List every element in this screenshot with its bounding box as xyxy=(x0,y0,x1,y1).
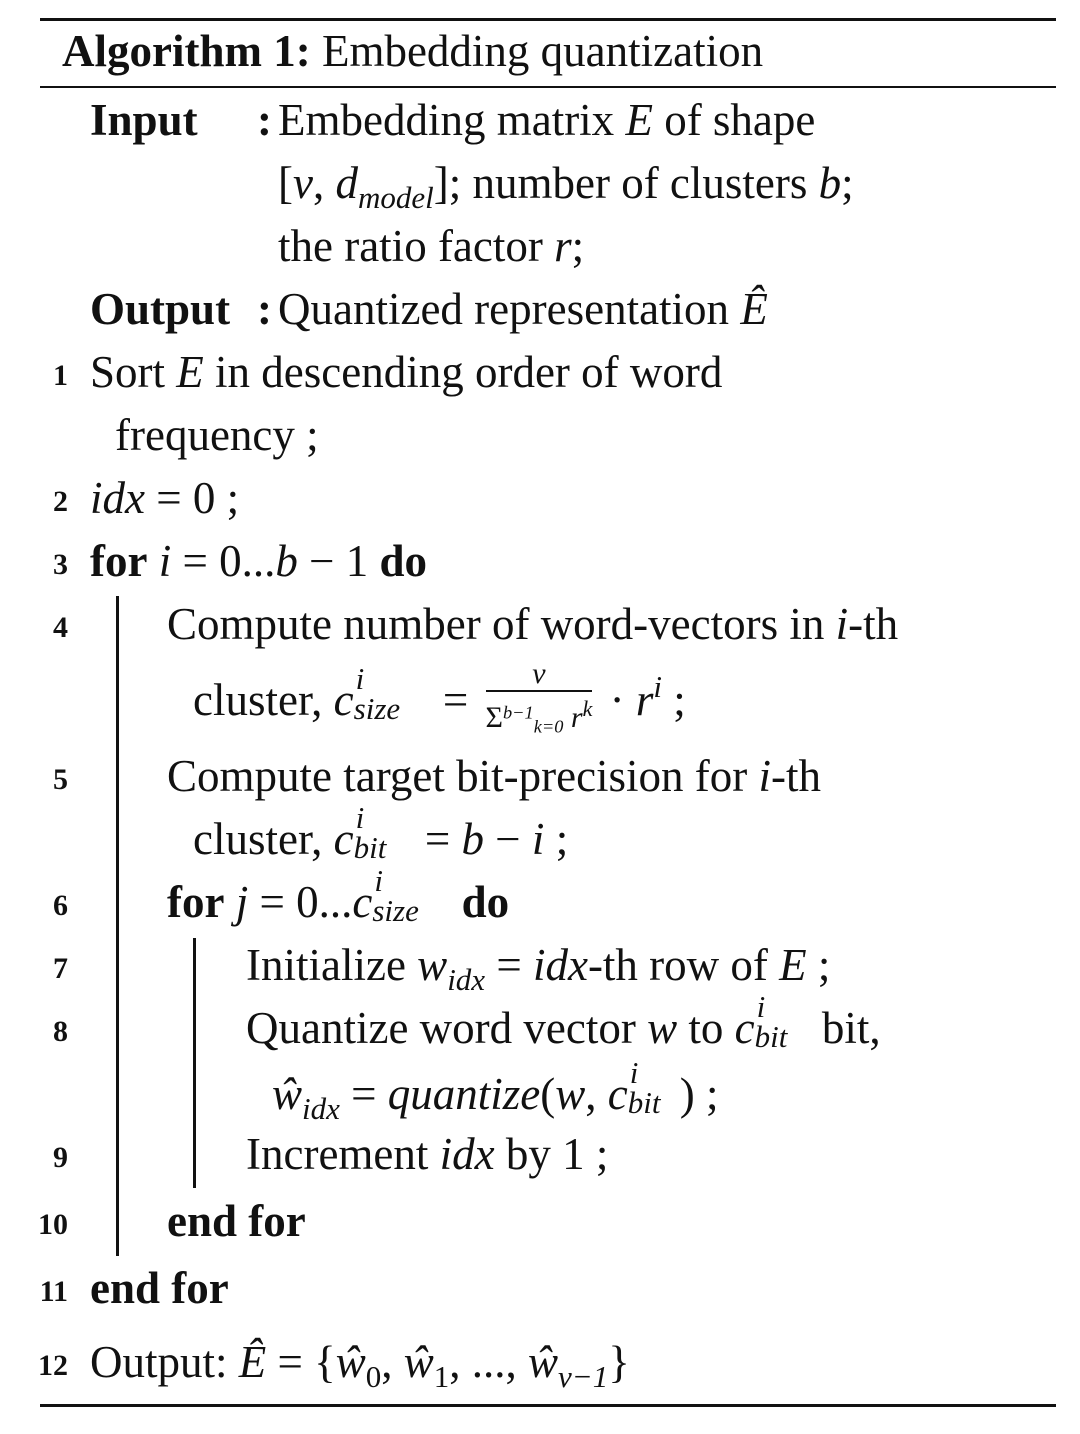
step-10: end for xyxy=(167,1196,306,1246)
step-12: Output: Ê = {$ŵ_0$, $ŵ_1$, ..., $ŵ_{v-1}$} xyxy=(90,1337,630,1394)
output-colon: : xyxy=(257,284,272,334)
step-5-line-1: Compute target bit-precision for i-th xyxy=(167,751,822,801)
step-4-line-2: cluster, c i size = $\frac{v}{\Sigma^{b-1}_{k=0} r^k}$ · $r^i$ ; xyxy=(193,659,686,747)
outer-for-block-line xyxy=(116,596,119,1256)
input-line-1: Embedding matrix E of shape xyxy=(278,95,816,145)
input-line-3: the ratio factor r; xyxy=(278,221,585,271)
step-7: Initialize $w_{idx} = idx-th$ row of E ; xyxy=(246,940,831,997)
fraction: $\frac{v}{\Sigma^{b-1}_{k=0} r^k}$ xyxy=(485,656,593,737)
step-11: end for xyxy=(90,1263,229,1313)
step-8-line-1: Quantize word vector w to c i bit bit, xyxy=(246,989,881,1054)
header-rule xyxy=(40,86,1056,88)
output-label: Output xyxy=(90,284,231,334)
step-6: for j = 0...c i size do xyxy=(167,863,510,928)
line-number-7: 7 xyxy=(53,952,68,985)
algorithm-name: Embedding quantization xyxy=(321,26,764,76)
line-number-8: 8 xyxy=(53,1015,68,1048)
line-number-5: 5 xyxy=(53,763,68,796)
line-number-4: 4 xyxy=(53,611,68,644)
line-number-12: 12 xyxy=(38,1349,68,1382)
input-label: Input xyxy=(90,95,198,145)
line-number-2: 2 xyxy=(53,485,68,518)
step-2: idx = 0 ; xyxy=(90,473,240,523)
bottom-rule xyxy=(40,1404,1056,1407)
step-3: for i = 0...b − 1 do xyxy=(90,536,428,586)
step-4-line-1: Compute number of word-vectors in i-th xyxy=(167,599,899,649)
step-1-line-1: Sort E in descending order of word xyxy=(90,347,723,397)
top-rule xyxy=(40,18,1056,21)
line-number-10: 10 xyxy=(38,1208,68,1241)
step-1-line-2: frequency ; xyxy=(115,410,319,460)
input-colon: : xyxy=(257,95,272,145)
step-5-line-2: cluster, c i bit = b − i ; xyxy=(193,800,569,865)
algorithm-label: Algorithm 1: xyxy=(62,26,311,76)
line-number-1: 1 xyxy=(53,359,68,392)
output-text: Quantized representation Ê xyxy=(278,284,768,334)
inner-for-block-line xyxy=(193,938,196,1188)
step-9: Increment idx by 1 ; xyxy=(246,1129,609,1179)
line-number-6: 6 xyxy=(53,889,68,922)
input-line-2: [v, $d_{model}$]; number of clusters b; xyxy=(278,158,854,215)
line-number-11: 11 xyxy=(39,1275,68,1308)
line-number-9: 9 xyxy=(53,1141,68,1174)
algorithm-title xyxy=(62,22,763,80)
line-number-3: 3 xyxy=(53,548,68,581)
step-8-line-2: $ŵ_{idx}$ = quantize(w, c i bit ) ; xyxy=(272,1055,719,1126)
